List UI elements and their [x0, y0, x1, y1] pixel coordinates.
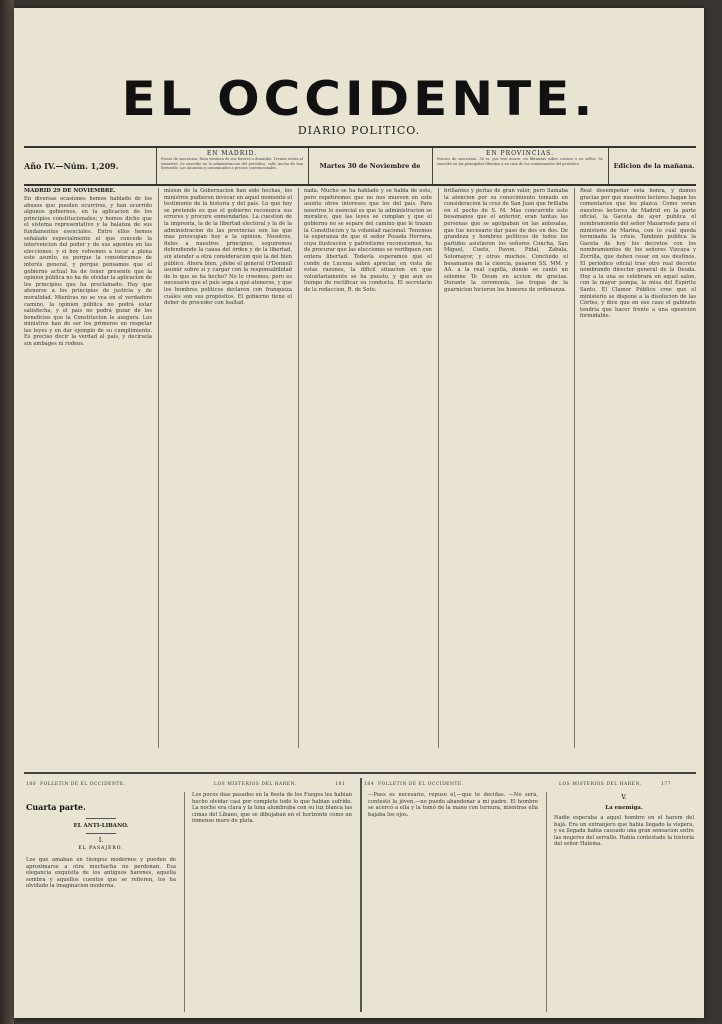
folletin-text-4: Nadie esperaba a aquel hombre en el harem del bajá. Era un extranjero que habia llegado la víspera, y su llegada habia causado una gran sensacion entre las mujeres del serrallo. Habia contestado la historia del señor Halema.: [554, 815, 694, 848]
folletin-column-1: [26, 792, 176, 1012]
info-bar: [24, 146, 696, 186]
column-5: [580, 188, 696, 748]
binding-edge: [0, 0, 14, 1024]
column-1: [24, 188, 152, 748]
provincias-box: [434, 148, 606, 184]
running-head-3: 184 FOLLETIN DE EL OCCIDENTE.: [364, 782, 464, 787]
column-4: [444, 188, 568, 748]
column-3: [304, 188, 432, 748]
madrid-box: [158, 148, 306, 184]
madrid-subscription: Precio de suscricion. Rosa ventisca de sus favores a domicilio. Treinta reales al trimestre. Se suscribe en la administracion del periódico, calle Ancha de San Bernardo. Los anuncios y comunicados a precios convencionales.: [161, 157, 303, 170]
issue-date: Martes 30 de Noviembre de: [319, 162, 421, 170]
main-columns: [24, 188, 696, 748]
folletin-column-3: [368, 792, 538, 1012]
column-4-text: brillantes y perlas de gran valor, pero llamaba la atencion por su conocimiento tomado en consideracion la cruz de San Juan que brillaba en el pecho de S. M. Mas concurrido este besamanos que el anterior, eran tantas las personas que se agolpaban en las antesalas, que fue necesario dar paso de dos en dos. De grandeza y hombres politicos de todos los partidos asistieron los señores Concha, San Miguel, Cueto, Pavon, Pidal, Zabala, Sotomayor, y otros muchos. Concluido el besamanos de la ciencia, pasaron SS. MM. y AA. a la real capilla, donde se cantó un solemne Te Deum en accion de gracias. Durante la ceremonia, las tropas de la guarnicion hicieron los honores de ordenanza.: [444, 188, 568, 293]
folletin-right-chapter-number: V.: [621, 794, 627, 801]
folletin-column-2: [192, 792, 352, 1012]
running-head-4: LOS MISTERIOS DEL HAREN. 177: [559, 782, 671, 787]
folletin-right-chapter-title: La enemiga.: [605, 805, 643, 811]
column-2-text: mision de la Gobernacion han sido hechas, los ministros pudieron invocar en aquel momento el testimonio de la historia y del país. Lo que hoy se pretende es que el gobierno reconozca sus errores y procure enmendarlos. La cuestion de la imprenta, la de la libertad electoral y la de la administracion de las provincias son las que mas preocupan hoy a la opinion. Nosotros, fieles a nuestros principios, seguiremos defendiendo la causa del órden y de la libertad, sin atender a otra consideracion que la del bien público. Ahora bien, ¿debe el general O'Donnell asumir sobre sí y cargar con la responsabilidad de lo que se ha hecho? No lo creemos; pero es necesario que el país sepa a qué atenerse, y que los hombres políticos declaren con franqueza cuáles son sus propósitos. El gobierno tiene el deber de proceder con lealtad.: [164, 188, 292, 307]
masthead-subtitle: DIARIO POLITICO.: [297, 124, 421, 137]
folletin-separator: [24, 772, 696, 774]
folletin-chapter-title: EL ANTI-LIBANO.: [73, 823, 129, 829]
folletin-text-2: Los pocos días pasados en la fiesta de los Fuegos les habian hecho olvidar casi por completo todo lo que habian sufrido. La noche era clara y la luna alumbraba con su luz blanca las cimas del Líbano, que se dibujaban en el horizonte como un inmenso muro de plata.: [192, 792, 352, 825]
column-3-text: nada. Mucho se ha hablado y se habla de esto, pero repetiremos que no nos mueven en este asunto otros intereses que los del país. Para nosotros lo esencial es que la administracion se moralice, que las leyes se cumplan y que el gobierno no se separe del camino que le trazan la Constitucion y la voluntad nacional. Tenemos la esperanza de que el señor Posada Herrera, cuya ilustracion y patriotismo reconocemos, ha de procurar que las elecciones se verifiquen con entera libertad. Todavía esperamos que el conde de Lucena sabrá apreciar, en vista de estas razones, la dificil situacion en que voluntariamente se ha puesto, y que aun es tiempo de rectificar su conducta. El secretario de la redaccion, R. de Soto.: [304, 188, 432, 293]
folletin-chapter-number: I.: [98, 837, 104, 844]
column-5-text: Real desempeñar esta honra, y damos gracias por que nuestros lectores hagan los comentarios que les plazca. Como verán nuestros lectores de Madrid en la parte oficial, la Gaceta de ayer publica el nombramiento del señor Mazarredo para el ministerio de Marina, con lo cual queda terminada la crisis. También publica la Gaceta de hoy los decretos con los nombramientos de los señores Vizcaya y Zorrilla, que deben cesar en sus destinos. El periódico oficial trae otro real decreto nombrando director general de la Deuda. Hoy a la una se celebrará en aquel salon, con la mayor pompa, la misa del Espíritu Santo. El Clamor Público cree que el ministerio se dispone a la disolucion de las Córtes, y dice que en ese caso el gabinete tendría que hacer frente a una oposicion formidable.: [580, 188, 696, 320]
column-1-text: En diversas ocasiones hemos hablado de los abusos que pueden ocurrirse, y han ocurrido algunos gobiernos, en la aplicacion de los principios constitucionales; y hemos dicho que el sistema representativo y la balanza de sus fundamentos esenciales. Entre ellos hemos señalado especialmente el que concede la intervencion del poder y de sus agentes en las elecciones; y si hoy volvemos a tocar a plena este asunto, es porque la consideramos de interés general, y porque pensamos que el gobierno actual ha de tener presente que la opinion pública no ha de olvidar la aplicacion de los principios que ha proclamado. Hay que atenerse a los principios de justicia y de moralidad. Mientras no se vea en el verdadero camino, la opinion pública no podrá estar satisfecha, y el país no podrá gozar de los beneficios que la Constitucion le asegura. Los ministros han de ser los primeros en respetar las leyes y en dar ejemplo de su cumplimiento. Es preciso decir la verdad al país, y decírsela sin ambages ni rodeos.: [24, 196, 152, 348]
provincias-subscription: Precios de suscricion. 36 rs. por tres meses, en libranzas sobre correos o en sellos. Se suscribe en las principales librerías y en casa de los comisionados del periódico.: [437, 157, 603, 166]
madrid-heading: EN MADRID.: [206, 150, 258, 157]
folletin-text-3: —Pues es necesario, repuso él,—que te decidas. —No será, contestó la jóven,—no puedo abandonar a mi padre. El hombre se acercó a ella y la tomó de la mano con ternura, mientras ella bajaba los ojos.: [368, 792, 538, 818]
column-2: [164, 188, 292, 748]
folletin-text-1: Los que amaban en tiempos modernos y pueden de aproximarse a otra muchacha no perdonan. Esa elegancia exquisita de los antiguos harenes, aquella sombra y aquellos cuentos que se refieren, los ha olvidado la imaginacion moderna.: [26, 857, 176, 890]
column-1-heading: MADRID 29 DE NOVIEMBRE.: [24, 188, 116, 194]
folletin-chapter-subtitle: EL PASAJERO.: [78, 846, 124, 851]
running-head-1: 180 FOLLETIN DE EL OCCIDENTE.: [26, 782, 126, 787]
provincias-heading: EN PROVINCIAS.: [486, 150, 554, 157]
newspaper-page: [14, 8, 704, 1018]
edition-label: Edicion de la mañana.: [613, 162, 695, 170]
masthead-title: EL OCCIDENTE.: [121, 71, 597, 127]
running-head-2: LOS MISTERIOS DEL HAREN. 181: [214, 782, 346, 787]
issue-number: Año IV.—Núm. 1,209.: [24, 161, 119, 171]
folletin-part: Cuarta parte.: [26, 802, 86, 812]
folletin-column-4: [554, 792, 694, 1012]
